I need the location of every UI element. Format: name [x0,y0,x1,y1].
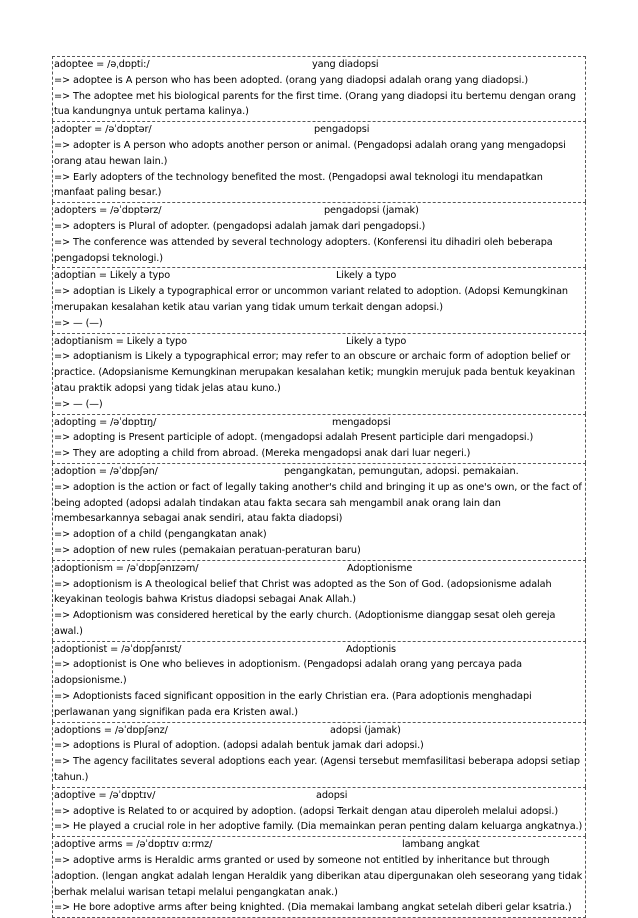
entry-headline [54,122,585,138]
entry-example-line: => He bore adoptive arms after being knighted. (Dia memakai lambang angkat setelah diberi gelar ksatria.) [54,902,572,914]
dictionary-entry [52,202,586,267]
entry-example-line: => adoptee is A person who has been adopted. (orang yang diadopsi adalah orang yang diadopsi.) [54,74,529,86]
dictionary-entry [52,641,586,722]
entry-example-line: => adopter is A person who adopts another person or animal. (Pengadopsi adalah orang yang mengadopsi orang atau hewan lain.) [54,139,566,167]
dictionary-entry [52,267,586,332]
entry-term: adoptionism = /əˈdɒpʃənɪzəm/ [54,562,199,574]
entry-example-line: => adoptions is Plural of adoption. (adopsi adalah bentuk jamak dari adopsi.) [54,740,424,752]
entry-headline [54,464,585,480]
entry-example-line: => They are adopting a child from abroad. (Mereka mengadopsi anak dari luar negeri.) [54,448,471,460]
entry-headline [54,334,585,350]
entry-term: adopter = /əˈdɒptər/ [54,124,152,136]
entry-example-line: => Adoptionists faced significant opposition in the early Christian era. (Para adoptionis menghadapi perlawanan yang signifikan pada era Kristen awal.) [54,691,532,718]
entry-example-line: => adoption of new rules (pemakaian peratuan-peraturan baru) [54,544,361,556]
entry-term: adoptianism = Likely a typo [54,335,187,347]
dictionary-entry [52,414,586,463]
entry-example-line: => The adoptee met his biological parents for the first time. (Orang yang diadopsi itu bertemu dengan orang tua kandungnya untuk pertama kalinya.) [54,90,576,118]
entry-headline [54,57,585,73]
entry-translation: mengadopsi [332,416,391,428]
entry-headline [54,642,585,658]
dictionary-entry [52,722,586,787]
dictionary-entry [52,463,586,560]
entry-example-line: => Early adopters of the technology benefited the most. (Pengadopsi awal teknologi itu mendapatkan manfaat paling besar.) [54,171,543,199]
entry-example-line: => adoptionist is One who believes in adoptionism. (Pengadopsi adalah orang yang percaya pada adopsionisme.) [54,659,522,687]
entry-example-line: => adopting is Present participle of adopt. (mengadopsi adalah Present participle dari mengadopsi.) [54,432,534,444]
entry-example-line: => — (—) [54,317,103,329]
entry-headline [54,203,585,219]
entry-example-line: => adoptian is Likely a typographical error or uncommon variant related to adoption. (Adopsi Kemungkinan merupakan kesalahan ketik atau varian yang tidak umum terkait dengan adopsi.) [54,286,568,313]
entry-translation: Likely a typo [346,335,407,347]
entry-example-line: => The conference was attended by several technology adopters. (Konferensi itu dihadiri oleh beberapa pengadopsi teknologi.) [54,236,553,264]
dictionary-entry [52,333,586,414]
entry-translation: yang diadopsi [312,59,379,70]
entry-term: adoptive arms = /əˈdɒptɪv ɑːrmz/ [54,839,213,851]
entry-headline [54,561,585,577]
entry-translation: pengadopsi (jamak) [324,205,419,217]
entry-headline [54,268,585,284]
entry-translation: Adoptionisme [347,562,413,574]
entry-example-line: => He played a crucial role in her adoptive family. (Dia memainkan peran penting dalam keluarga angkatnya.) [54,821,583,833]
entry-example-line: => adoptianism is Likely a typographical error; may refer to an obscure or archaic form of adoption belief or practice. (Adopsianisme Kemungkinan merupakan kesalahan ketik; mungkin merujuk pada bentuk keyakinan atau praktik adopsi yang tidak jelas atau kuno.) [54,351,576,394]
entry-term: adoptian = Likely a typo [54,270,171,282]
entry-example-line: => The agency facilitates several adoptions each year. (Agensi tersebut memfasilitasi beberapa adopsi setiap tahun.) [54,756,580,784]
entry-translation: pengadopsi [314,124,370,136]
entry-example-line: => adopters is Plural of adopter. (pengadopsi adalah jamak dari pengadopsi.) [54,220,426,232]
dictionary-entry [52,787,586,836]
entry-term: adoptionist = /əˈdɒpʃənɪst/ [54,643,182,655]
entry-term: adoption = /əˈdɒpʃən/ [54,465,158,477]
dictionary-entry [52,121,586,202]
entry-headline [54,837,585,853]
entry-translation: Likely a typo [336,270,397,282]
entry-translation: adopsi (jamak) [330,724,401,736]
entry-term: adopters = /əˈdɒptərz/ [54,205,162,217]
entry-term: adoptee = /əˌdɒpti:/ [54,59,150,70]
entry-headline [54,788,585,804]
entry-term: adoptions = /əˈdɒpʃənz/ [54,724,168,736]
entry-example-line: => Adoptionism was considered heretical by the early church. (Adoptionisme dianggap sesat oleh gereja awal.) [54,610,556,637]
entry-example-line: => — (—) [54,398,103,410]
entry-headline [54,723,585,739]
entry-translation: Adoptionis [346,643,396,655]
entry-example-line: => adoptionism is A theological belief that Christ was adopted as the Son of God. (adopsionisme adalah keyakinan teologis bahwa Kristus diadopsi sebagai Anak Allah.) [54,578,552,606]
entry-term: adopting = /əˈdɒptɪŋ/ [54,416,157,428]
dictionary-document [52,56,586,918]
dictionary-entry [52,56,586,121]
entry-term: adoptive = /əˈdɒptɪv/ [54,789,156,801]
entry-translation: pengangkatan, pemungutan, adopsi. pemakaian. [284,465,519,477]
entry-example-line: => adoptive arms is Heraldic arms granted or used by someone not entitled by inheritance but through adoption. (lengan angkat adalah lengan Heraldik yang diberikan atau dipergunakan oleh seseorang yang tidak berhak melalui warisan tetapi melalui pengangkatan anak.) [54,855,583,898]
dictionary-entry [52,560,586,641]
entry-example-line: => adoptive is Related to or acquired by adoption. (adopsi Terkait dengan atau diperoleh melalui adopsi.) [54,805,559,817]
entry-example-line: => adoption is the action or fact of legally taking another's child and bringing it up as one's own, or the fact of being adopted (adopsi adalah tindakan atau fakta secara sah mengambil anak orang lain dan membesarkannya sebagai anak sendiri, atau fakta diadopsi) [54,481,582,525]
entry-translation: lambang angkat [402,839,480,851]
dictionary-entry [52,836,586,918]
entry-translation: adopsi [316,789,348,801]
entry-example-line: => adoption of a child (pengangkatan anak) [54,529,267,541]
entry-headline [54,415,585,431]
